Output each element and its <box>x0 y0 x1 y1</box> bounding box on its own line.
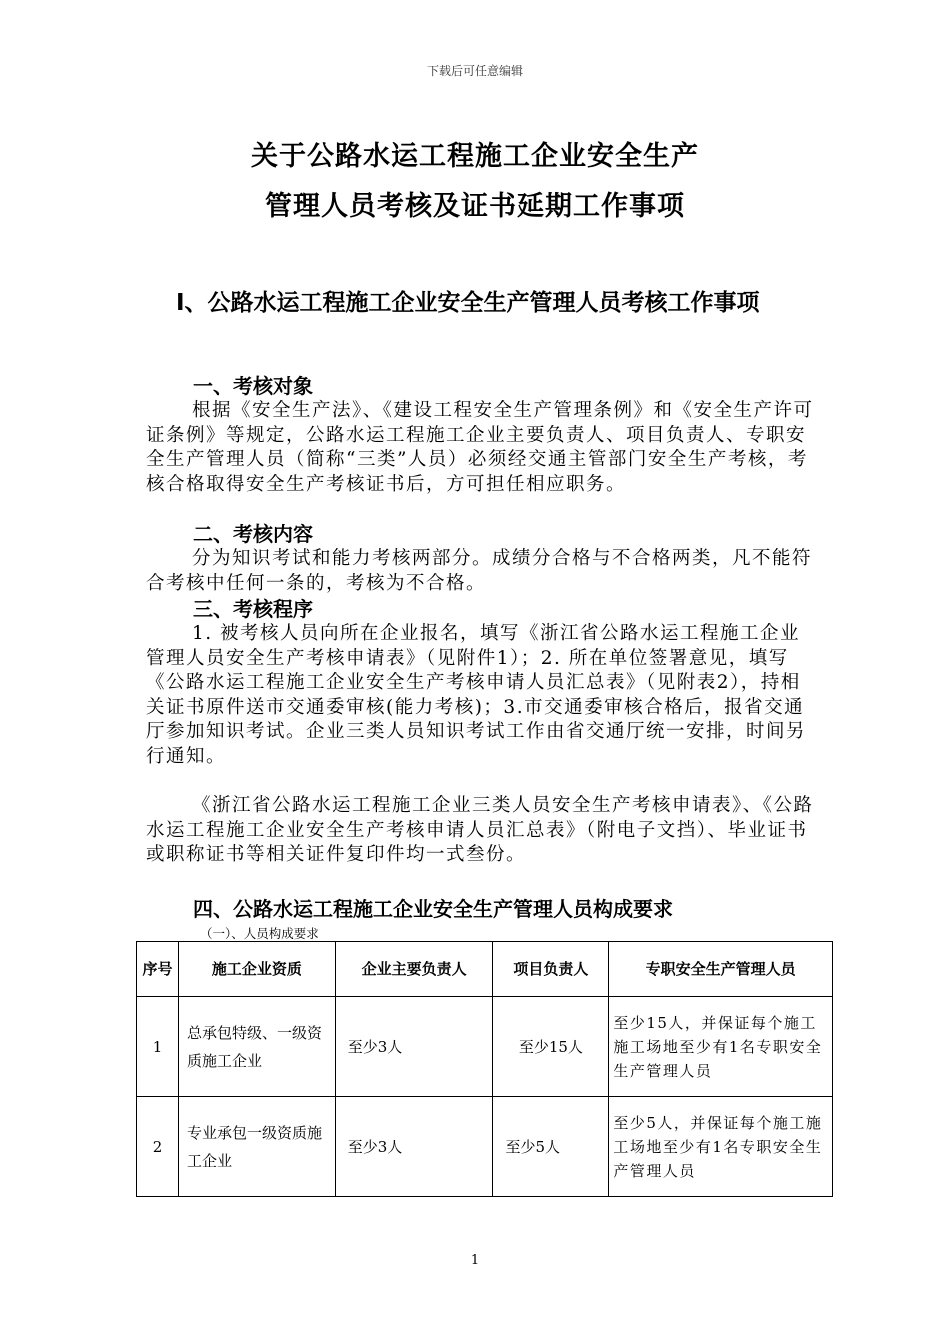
table-header-row <box>137 942 833 997</box>
heading-assessment-procedure: 三、考核程序 <box>193 597 313 621</box>
heading-personnel-requirements: 四、公路水运工程施工企业安全生产管理人员构成要求 <box>193 897 673 921</box>
cell-project-leader: 至少5人 <box>493 1097 609 1197</box>
heading-assessment-content: 二、考核内容 <box>193 522 313 546</box>
cell-project-leader: 至少15人 <box>493 997 609 1097</box>
cell-no: 1 <box>137 997 179 1097</box>
header-note: 下载后可任意编辑 <box>426 64 523 78</box>
section-title: Ⅰ、公路水运工程施工企业安全生产管理人员考核工作事项 <box>176 290 760 316</box>
table-row <box>137 997 833 1097</box>
heading-assessment-target: 一、考核对象 <box>193 374 313 398</box>
cell-main-leader: 至少3人 <box>335 1097 493 1197</box>
cell-safety-staff: 至少5人，并保证每个施工施工场地至少有1名专职安全生产管理人员 <box>609 1097 833 1197</box>
subheading-personnel-composition: （一）、人员构成要求 <box>200 926 319 941</box>
cell-safety-staff: 至少15人，并保证每个施工施工场地至少有1名专职安全生产管理人员 <box>609 997 833 1097</box>
paragraph-procedure-documents: 《浙江省公路水运工程施工企业三类人员安全生产考核申请表》、《公路水运工程施工企业安全生产考核申请人员汇总表》（附电子文挡）、毕业证书或职称证书等相关证件复印件均一式叁份。 <box>146 795 814 865</box>
paragraph-assessment-content: 分为知识考试和能力考核两部分。成绩分合格与不合格两类，凡不能符合考核中任何一条的，考核为不合格。 <box>146 548 813 594</box>
cell-qualification: 专业承包一级资质施工企业 <box>178 1097 335 1197</box>
table-row <box>137 1097 833 1197</box>
document-title-line2: 管理人员考核及证书延期工作事项 <box>265 191 685 222</box>
cell-main-leader: 至少3人 <box>335 997 493 1097</box>
page-number: 1 <box>470 1253 480 1268</box>
personnel-requirements-table <box>136 941 833 1197</box>
cell-no: 2 <box>137 1097 179 1197</box>
header-qualification: 施工企业资质 <box>178 942 335 997</box>
header-main-leader: 企业主要负责人 <box>335 942 493 997</box>
paragraph-procedure-steps: 1. 被考核人员向所在企业报名，填写《浙江省公路水运工程施工企业管理人员安全生产考核申请表》（见附件1）；2. 所在单位签署意见，填写《公路水运工程施工企业安全生产考核申请人员汇总表》（见附表2），持相关证书原件送市交通委审核(能力考核)；3.市交通委审核合格后，报省交通厅参加知识考试。企业三类人员知识考试工作由省交通厅统一安排，时间另行通知。 <box>146 623 807 767</box>
header-project-leader: 项目负责人 <box>493 942 609 997</box>
header-no: 序号 <box>137 942 179 997</box>
paragraph-assessment-target: 根据《安全生产法》、《建设工程安全生产管理条例》和《安全生产许可证条例》等规定，公路水运工程施工企业主要负责人、项目负责人、专职安全生产管理人员（简称“三类”人员）必须经交通主管部门安全生产考核，考核合格取得安全生产考核证书后，方可担任相应职务。 <box>146 400 814 495</box>
cell-qualification: 总承包特级、一级资质施工企业 <box>178 997 335 1097</box>
header-safety-staff: 专职安全生产管理人员 <box>609 942 833 997</box>
document-title-line1: 关于公路水运工程施工企业安全生产 <box>251 141 699 172</box>
